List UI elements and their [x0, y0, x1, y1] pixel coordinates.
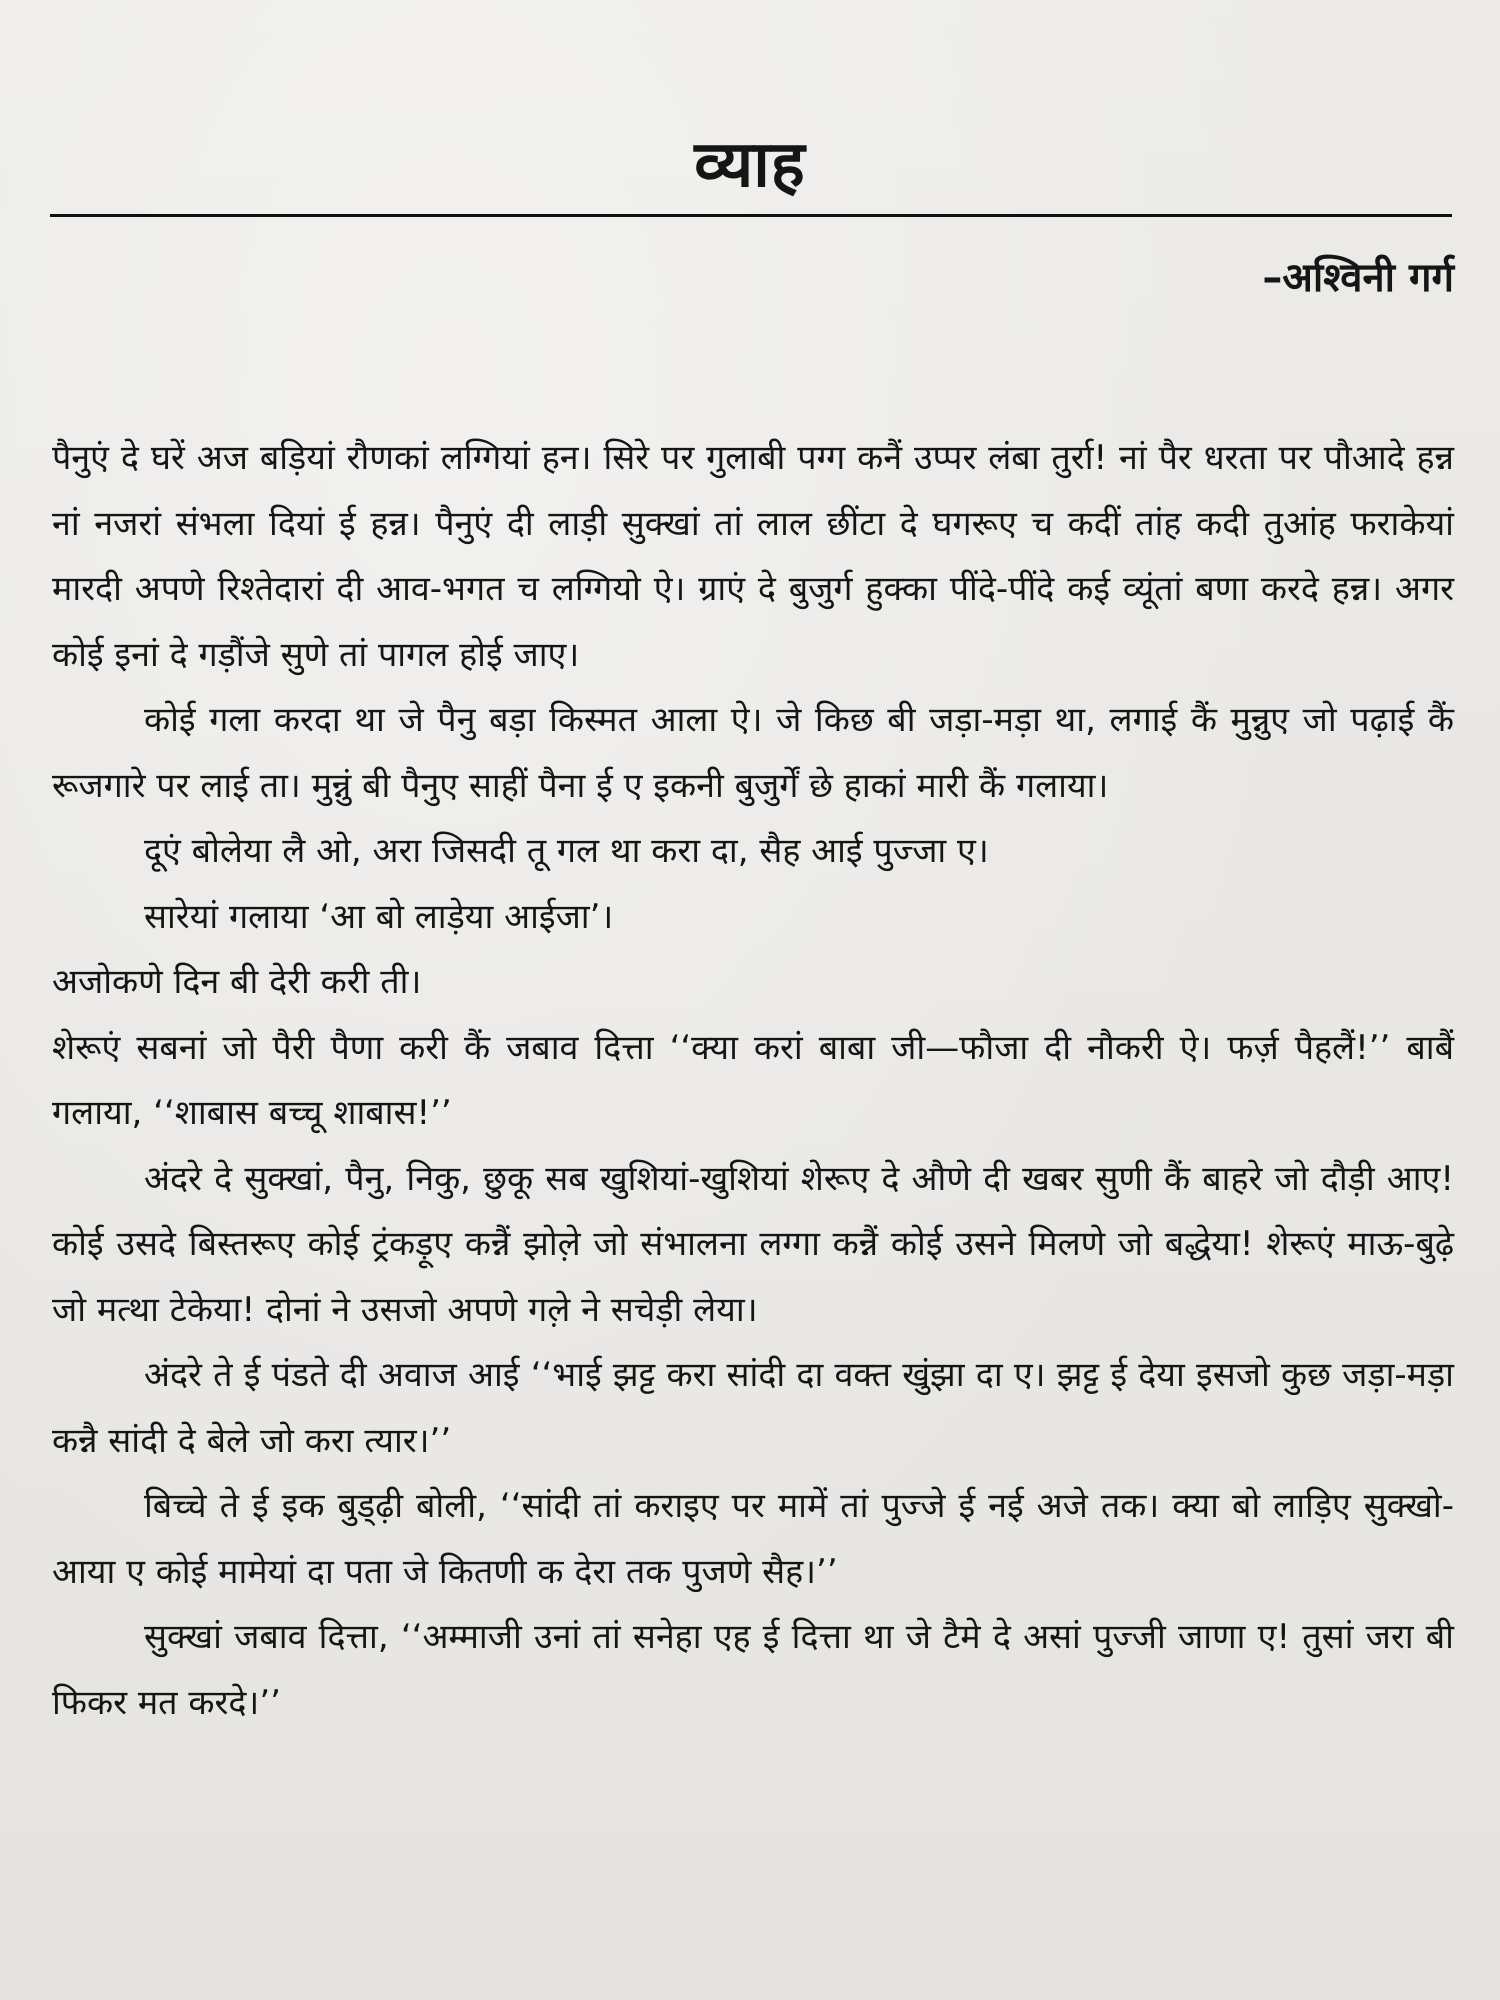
paragraph: कोई गला करदा था जे पैनु बड़ा किस्मत आला ऐ। जे किछ बी जड़ा-मड़ा था, लगाई कैं मुन्नुए जो पढ़ाई कैं रूजगारे पर लाई ता। मुन्नुं बी पैनुए साहीं पैना ई ए इकनी बुजुर्गें छे हाकां मारी कैं गलाया। — [52, 700, 1454, 806]
paragraph: सारेयां गलाया ‘आ बो लाड़ेया आईजा’। — [144, 896, 614, 937]
paragraph: पैनुएं दे घरें अज बड़ियां रौणकां लग्गियां हन। सिरे पर गुलाबी पग्ग कनैं उप्पर लंबा तुर्रा! नां पैर धरता पर पौआदे हन्न नां नजरां संभला दियां ई हन्न। पैनुएं दी लाड़ी सुक्खां तां लाल छींटा दे घगरूए च कदीं तांह कदी तुआंह फराकेयां मारदी अपणे रिश्तेदारां दी आव-भगत च लग्गियो ऐ। ग्राएं दे बुजुर्ग हुक्का पींदे-पींदे कई व्यूंतां बणा करदे हन्न। अगर कोई इनां दे गड़ौंजे सुणे तां पागल होई जाए। — [52, 438, 1454, 675]
paragraph: बिच्चे ते ई इक बुड्ढ़ी बोली, ‘‘सांदी तां कराइए पर मामें तां पुज्जे ई नई अजे तक। क्या बो लाड़िए सुक्खो-आया ए कोई मामेयां दा पता जे कितणी क देरा तक पुजणे सैह।’’ — [52, 1486, 1454, 1592]
paragraph: दूएं बोलेया लै ओ, अरा जिसदी तू गल था करा दा, सैह आई पुज्जा ए। — [144, 831, 989, 871]
paragraph: अजोकणे दिन बी देरी करी ती। — [52, 962, 422, 1002]
title-divider — [50, 214, 1452, 217]
author-name: –अश्विनी गर्ग — [1262, 255, 1454, 301]
paragraph: शेरूएं सबनां जो पैरी पैणा करी कैं जबाव दित्ता ‘‘क्या करां बाबा जी—फौजा दी नौकरी ऐ। फर्ज़ पैहलैं!’’ बाबैं गलाया, ‘‘शाबास बच्चू शाबास!’’ — [52, 1027, 1454, 1133]
paragraph: सुक्खां जबाव दित्ता, ‘‘अम्माजी उनां तां सनेहा एह ई दित्ता था जे टैमे दे असां पुज्जी जाणा ए! तुसां जरा बी फिकर मत करदे।’’ — [52, 1617, 1454, 1723]
paragraph: अंदरे ते ई पंडते दी अवाज आई ‘‘भाई झट्ट करा सांदी दा वक्त खुंझा दा ए। झट्ट ई देया इसजो कुछ जड़ा-मड़ा कन्नै सांदी दे बेले जो करा त्यार।’’ — [52, 1355, 1454, 1461]
story-body — [52, 426, 1454, 1736]
paragraph: अंदरे दे सुक्खां, पैनु, निकु, छुकू सब खुशियां-खुशियां शेरूए दे औणे दी खबर सुणी कैं बाहरे जो दौड़ी आए! कोई उसदे बिस्तरूए कोई ट्रंकड़ूए कन्नैं झोले़ जो संभालना लग्गा कन्नैं कोई उसने मिलणे जो बद्धेया! शेरूएं माऊ-बुढ़े जो मत्था टेकेया! दोनां ने उसजो अपणे गले़ ने सचेड़ी लेया। — [52, 1158, 1454, 1330]
story-title: व्याह — [694, 128, 806, 202]
